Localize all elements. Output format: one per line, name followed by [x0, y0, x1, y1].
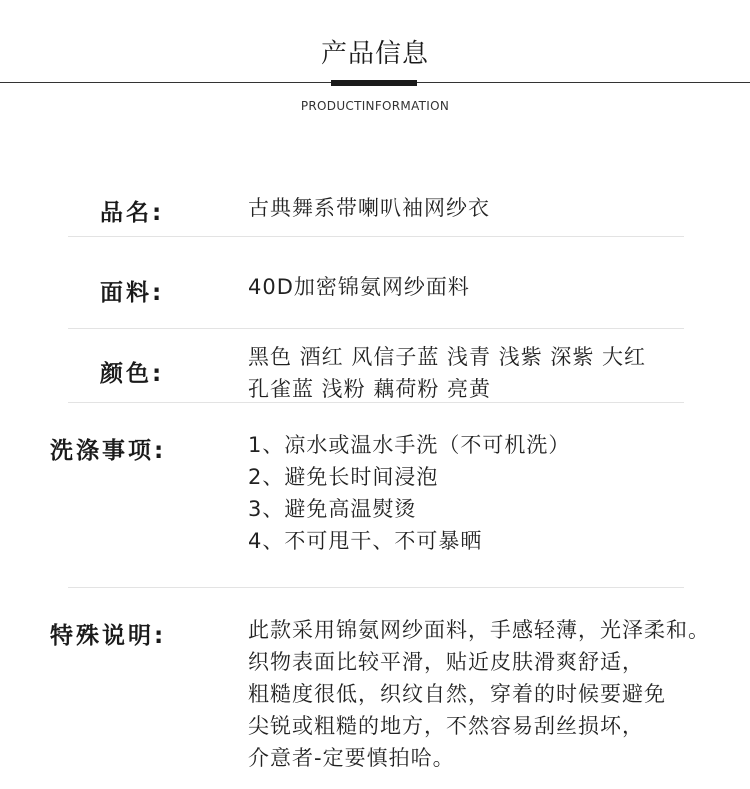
product-name-label: 品名: [100, 200, 165, 226]
fabric-value: 40D加密锦氨网纱面料 [248, 275, 470, 299]
color-line: 黑色 酒红 风信子蓝 浅青 浅紫 深紫 大红 [248, 345, 647, 369]
color-line: 孔雀蓝 浅粉 藕荷粉 亮黄 [248, 377, 492, 401]
washing-line: 2、避免长时间浸泡 [248, 465, 439, 489]
note-line: 尖锐或粗糙的地方，不然容易刮丝损坏， [248, 714, 644, 738]
washing-line: 4、不可甩干、不可暴晒 [248, 529, 483, 553]
page-subtitle: PRODUCTINFORMATION [300, 99, 450, 113]
header-accent-bar [331, 80, 417, 86]
row-divider [68, 236, 684, 237]
washing-value [248, 429, 570, 557]
row-divider [68, 402, 684, 403]
color-value [248, 341, 646, 405]
washing-label: 洗涤事项: [50, 438, 167, 464]
product-name-value: 古典舞系带喇叭袖网纱衣 [248, 196, 490, 220]
fabric-label: 面料: [100, 280, 165, 306]
washing-line: 3、避免高温熨烫 [248, 497, 417, 521]
note-line: 粗糙度很低，织纹自然，穿着的时候要避免 [248, 682, 666, 706]
note-line: 此款采用锦氨网纱面料，手感轻薄，光泽柔和。 [248, 618, 710, 642]
note-line: 介意者-定要慎拍哈。 [248, 746, 455, 770]
color-label: 颜色: [100, 361, 165, 387]
note-line: 织物表面比较平滑，贴近皮肤滑爽舒适， [248, 650, 644, 674]
row-divider [68, 587, 684, 588]
washing-line: 1、凉水或温水手洗（不可机洗） [248, 433, 571, 457]
page-title: 产品信息 [320, 39, 429, 69]
row-divider [68, 328, 684, 329]
special-note-label: 特殊说明: [50, 623, 167, 649]
special-note-value [248, 614, 710, 774]
